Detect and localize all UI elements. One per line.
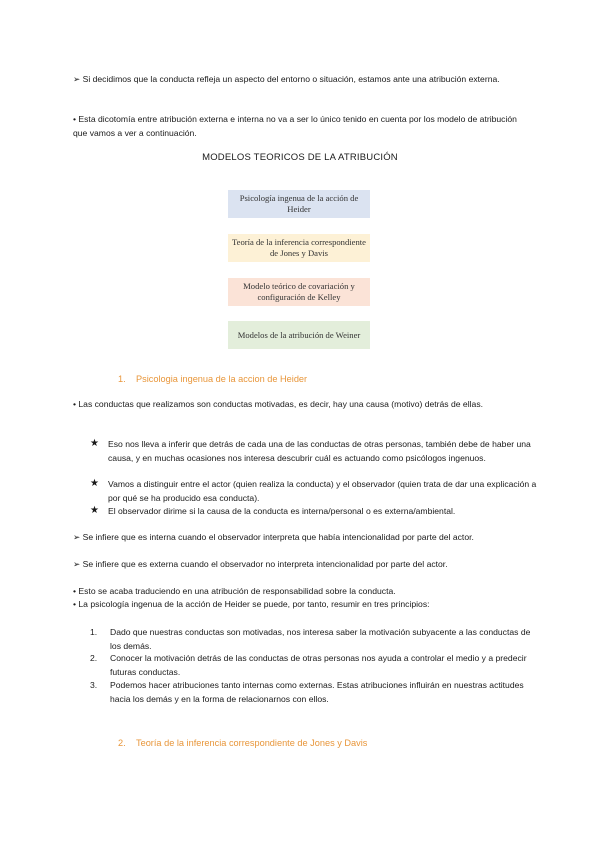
arrow-paragraph-interna: ➢ Se infiere que es interna cuando el observador interpreta que había intencionalidad por parte del actor. — [73, 532, 474, 542]
principle-number: 1. — [90, 627, 98, 637]
models-title: MODELOS TEORICOS DE LA ATRIBUCIÓN — [202, 152, 398, 163]
section-1-paragraph-2: • Esto se acaba traduciendo en una atribución de responsabilidad sobre la conducta. — [73, 586, 396, 596]
model-box-label: Modelos de la atribución de Weiner — [237, 329, 361, 340]
star-item-text: El observador dirime si la causa de la conducta es interna/personal o es externa/ambiental. — [108, 506, 456, 516]
principle-text: Dado que nuestras conductas son motivadas, nos interesa saber la motivación subyacente a las conductas de los demás. — [110, 627, 531, 651]
principle-number: 3. — [90, 680, 98, 690]
section-1-heading — [118, 374, 307, 384]
section-1-paragraph-1: • Las conductas que realizamos son conductas motivadas, es decir, hay una causa (motivo) detrás de ellas. — [73, 399, 483, 409]
model-box-label: Teoría de la inferencia correspondiente de Jones y Davis — [232, 237, 366, 258]
principle-text: Conocer la motivación detrás de las conductas de otras personas nos ayuda a controlar el medio y a predecir futuras conductas. — [110, 653, 527, 677]
model-box-jones-davis — [228, 234, 370, 262]
section-1-paragraph-3: • La psicología ingenua de la acción de Heider se puede, por tanto, resumir en tres principios: — [73, 599, 430, 609]
star-icon: ★ — [90, 478, 99, 489]
star-item-text: Eso nos lleva a inferir que detrás de cada una de las conductas de otras personas, también debe de haber una causa, y en muchas ocasiones nos interesa descubrir cuál es actuando como psicólogos ingenuos. — [108, 439, 531, 463]
model-box-label: Modelo teórico de covariación y configuración de Kelley — [243, 281, 355, 302]
model-box-heider — [228, 190, 370, 218]
model-box-kelley — [228, 278, 370, 306]
model-box-weiner — [228, 321, 370, 349]
star-icon: ★ — [90, 438, 99, 449]
model-box-label: Psicología ingenua de la acción de Heider — [239, 193, 359, 214]
star-item-text: Vamos a distinguir entre el actor (quien realiza la conducta) y el observador (quien trata de dar una explicación a por qué se ha producido esa conducta). — [108, 479, 537, 503]
principle-number: 2. — [90, 653, 98, 663]
intro-paragraph-1: ➢ Si decidimos que la conducta refleja un aspecto del entorno o situación, estamos ante una atribución externa. — [73, 74, 500, 84]
intro-paragraph-2: • Esta dicotomía entre atribución externa e interna no va a ser lo único tenido en cuenta por los modelo de atribución que vamos a ver a continuación. — [73, 114, 517, 138]
arrow-paragraph-externa: ➢ Se infiere que es externa cuando el observador no interpreta intencionalidad por parte del actor. — [73, 559, 448, 569]
section-1-number: 1. — [118, 374, 126, 384]
section-1-title: Psicologia ingenua de la accion de Heider — [136, 374, 308, 384]
section-2-title: Teoría de la inferencia correspondiente de Jones y Davis — [136, 738, 368, 748]
principle-text: Podemos hacer atribuciones tanto internas como externas. Estas atribuciones influirán en nuestras actitudes hacia los demás y en la forma de relacionarnos con ellos. — [110, 680, 524, 704]
section-2-number: 2. — [118, 738, 126, 748]
section-2-heading — [118, 738, 367, 748]
star-icon: ★ — [90, 505, 99, 516]
